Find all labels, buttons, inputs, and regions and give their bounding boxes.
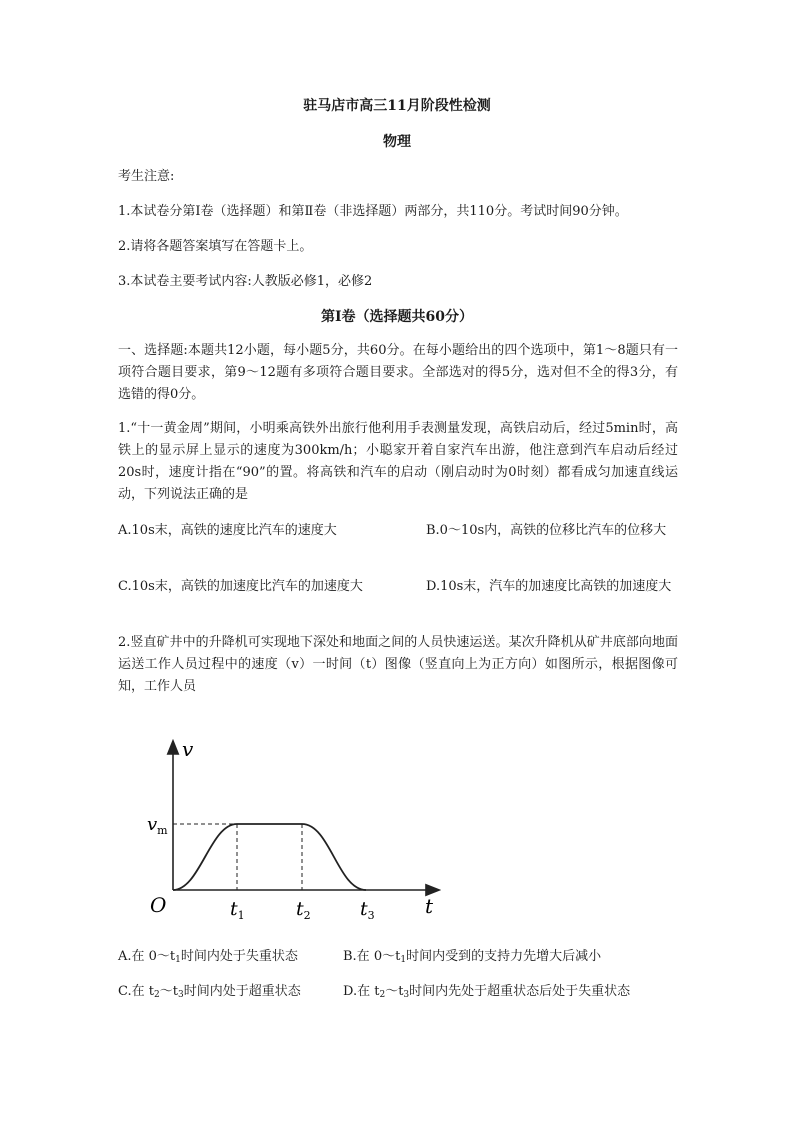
t3-label-sub: 3 [367, 909, 375, 922]
t2-label-main: t [296, 898, 304, 920]
vt-graph [140, 730, 450, 930]
q1-option-b-text: B.0～10s内，高铁的位移比汽车的位移大 [426, 523, 667, 538]
q2-option-d-post: 时间内先处于超重状态后处于失重状态 [409, 984, 631, 999]
vm-label-sub: m [157, 824, 168, 837]
vm-label-main: v [147, 814, 158, 835]
q2-option-c-mid: ～t [159, 984, 178, 999]
q2-option-c-sub2: 3 [177, 990, 184, 1000]
q2-option-d-pre: D.在 t [343, 984, 380, 999]
q2-option-b [343, 946, 601, 968]
q1-option-c: C.10s末，高铁的加速度比汽车的加速度大 [118, 579, 363, 594]
t2-label [296, 898, 311, 922]
q2-option-b-pre: B.在 0～t [343, 949, 401, 964]
q2-option-c [118, 981, 301, 1003]
q2-option-c-sub1: 2 [153, 990, 160, 1000]
velocity-curve [173, 824, 366, 890]
question-2-stem: 2.竖直矿井中的升降机可实现地下深处和地面之间的人员快速运送。某次升降机从矿井底部向地面运送工作人员过程中的速度（v）一时间（t）图像（竖直向上为正方向）如图所示，根据图像可知，工作人员 [118, 635, 678, 694]
t3-label [360, 898, 375, 922]
q2-option-a-pre: A.在 0～t [118, 949, 176, 964]
q2-option-a-sub: 1 [175, 955, 181, 965]
q2-option-a-post: 时间内处于失重状态 [180, 949, 298, 964]
t1-label [230, 898, 245, 922]
question-1-stem: 1.“十一黄金周”期间，小明乘高铁外出旅行他利用手表测量发现，高铁启动后，经过5min时，高铁上的显示屏上显示的速度为300km/h；小聪家开着自家汽车出游，他注意到汽车启动后经过20s时，速度计指在“90”的置。将高铁和汽车的启动（刚启动时为0时刻）都看成匀加速直线运动，下列说法正确的是 [118, 421, 678, 502]
q2-option-c-pre: C.在 t [118, 984, 154, 999]
exam-title: 驻马店市高三11月阶段性检测 [303, 98, 491, 114]
q2-option-d-sub1: 2 [379, 990, 386, 1000]
v-axis-label: v [182, 737, 194, 761]
q2-option-d-sub2: 3 [403, 990, 410, 1000]
q2-option-c-post: 时间内处于超重状态 [183, 984, 301, 999]
t1-label-main: t [230, 898, 238, 920]
q1-option-d [118, 576, 678, 598]
t-axis-label: t [425, 894, 434, 918]
q2-option-a [118, 946, 298, 968]
q2-option-b-post: 时间内受到的支持力先增大后减小 [406, 949, 602, 964]
notice-item-1: 1.本试卷分第Ⅰ卷（选择题）和第Ⅱ卷（非选择题）两部分，共110分。考试时间90分钟。 [118, 204, 628, 219]
vm-label [147, 814, 168, 837]
subject-title: 物理 [383, 134, 411, 150]
t1-label-sub: 1 [237, 909, 245, 922]
section-title: 第Ⅰ卷（选择题共60分） [320, 309, 474, 325]
notice-heading: 考生注意: [118, 169, 175, 184]
q2-option-d-mid: ～t [385, 984, 404, 999]
q2-option-b-sub: 1 [400, 955, 407, 965]
t2-label-sub: 2 [303, 909, 311, 922]
t3-label-main: t [360, 898, 368, 920]
q1-option-a: A.10s末，高铁的速度比汽车的速度大 [118, 523, 337, 538]
q1-option-b [118, 520, 678, 542]
section-intro: 一、选择题:本题共12小题，每小题5分，共60分。在每小题给出的四个选项中，第1～8题只有一项符合题目要求，第9～12题有多项符合题目要求。全部选对的得5分，选对但不全的得3分，有选错的得0分。 [118, 343, 678, 402]
q1-option-d-text: D.10s末，汽车的加速度比高铁的加速度大 [426, 579, 672, 594]
notice-item-2: 2.请将各题答案填写在答题卡上。 [118, 239, 313, 254]
notice-item-3: 3.本试卷主要考试内容:人教版必修1，必修2 [118, 274, 373, 289]
q2-option-d [343, 981, 630, 1003]
origin-label: O [150, 893, 167, 917]
